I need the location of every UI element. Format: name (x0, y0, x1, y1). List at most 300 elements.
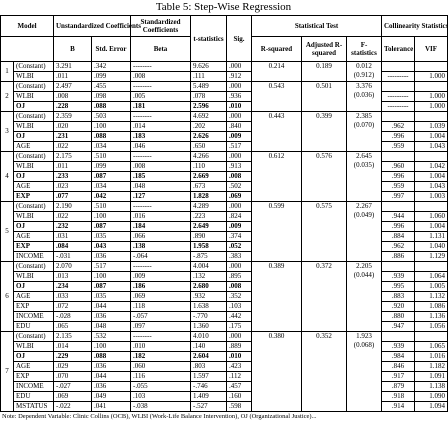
coef-beta: .182 (131, 352, 191, 362)
sig-value: .175 (227, 322, 252, 332)
vif-value: 1.182 (415, 362, 448, 372)
coef-std-error: .100 (92, 272, 131, 282)
coef-b: .069 (54, 392, 92, 402)
coef-std-error: .087 (92, 222, 131, 232)
t-statistic: 1.409 (191, 392, 227, 402)
variable-name: INCOME (14, 312, 54, 322)
variable-name: EXP (14, 302, 54, 312)
standardized-header: Standardized Coefficients (131, 16, 191, 37)
adjusted-r-squared-value: 0.352 (302, 332, 347, 412)
t-statistic: 4.004 (191, 262, 227, 272)
coef-std-error: .099 (92, 72, 131, 82)
coef-beta: .066 (131, 232, 191, 242)
tolerance-value: .996 (382, 222, 415, 232)
coef-beta: -.064 (131, 252, 191, 262)
tolerance-value: .984 (382, 352, 415, 362)
sig-value: .598 (227, 402, 252, 412)
variable-name: WLBI (14, 92, 54, 102)
r-squared-value: 0.389 (252, 262, 302, 332)
coef-b: .011 (54, 72, 92, 82)
variable-name: MSTATUS (14, 402, 54, 412)
sig-value: .112 (227, 372, 252, 382)
coef-std-error: .042 (92, 192, 131, 202)
f-statistic-cell (347, 152, 382, 202)
coef-beta: .008 (131, 162, 191, 172)
coef-b: .231 (54, 132, 92, 142)
sig-value: .010 (227, 102, 252, 112)
coef-std-error: .503 (92, 112, 131, 122)
sig-value: .000 (227, 62, 252, 72)
tolerance-value: .886 (382, 252, 415, 262)
coef-beta: -------- (131, 152, 191, 162)
sig-value: .000 (227, 332, 252, 342)
adjusted-r-squared-value: 0.501 (302, 82, 347, 112)
t-statistic: .132 (191, 272, 227, 282)
coef-beta: .186 (131, 282, 191, 292)
r-squared-value: 0.543 (252, 82, 302, 112)
tolerance-value: .960 (382, 162, 415, 172)
coef-beta: .103 (131, 392, 191, 402)
coef-std-error: .044 (92, 372, 131, 382)
vif-value: 1.091 (415, 372, 448, 382)
t-statistic: .890 (191, 232, 227, 242)
variable-name: WLBI (14, 212, 54, 222)
coef-std-error: .043 (92, 242, 131, 252)
sig-value: .824 (227, 212, 252, 222)
vif-value: 1.042 (415, 162, 448, 172)
variable-name: WLBI (14, 272, 54, 282)
vif-value (415, 82, 448, 92)
sig-value: .423 (227, 362, 252, 372)
variable-name: OJ (14, 222, 54, 232)
coef-std-error: .035 (92, 232, 131, 242)
coef-b: .229 (54, 352, 92, 362)
vif-value (415, 202, 448, 212)
t-statistic: 1.958 (191, 242, 227, 252)
t-statistic: 4.692 (191, 112, 227, 122)
model-number: 2 (1, 82, 14, 112)
coef-beta: -.038 (131, 402, 191, 412)
sig-value: .895 (227, 272, 252, 282)
vif-value: 1.016 (415, 352, 448, 362)
tolerance-value: .917 (382, 372, 415, 382)
tolerance-value (382, 62, 415, 72)
t-statistic: .673 (191, 182, 227, 192)
coef-beta: .184 (131, 222, 191, 232)
sig-value: .457 (227, 382, 252, 392)
sig-value: .502 (227, 182, 252, 192)
f-statistic-cell (347, 332, 382, 412)
vif-value: 1.060 (415, 212, 448, 222)
t-statistic: .110 (191, 162, 227, 172)
coef-beta: .118 (131, 302, 191, 312)
table-row (1, 202, 448, 212)
variable-name: OJ (14, 282, 54, 292)
coef-beta: .183 (131, 132, 191, 142)
t-statistic: 2.596 (191, 102, 227, 112)
variable-name: (Constant) (14, 82, 54, 92)
sig-value: .000 (227, 152, 252, 162)
f-statistic-pvalue: (0.049) (353, 211, 375, 219)
tolerance-value: .920 (382, 302, 415, 312)
coef-std-error: .342 (92, 62, 131, 72)
variable-name: OJ (14, 172, 54, 182)
coef-std-error: .510 (92, 202, 131, 212)
sig-value: .840 (227, 122, 252, 132)
variable-name: OJ (14, 132, 54, 142)
adjusted-r-squared-value: 0.576 (302, 152, 347, 202)
variable-name: OJ (14, 102, 54, 112)
coef-std-error: .036 (92, 312, 131, 322)
coef-beta: .008 (131, 72, 191, 82)
sig-value: .160 (227, 392, 252, 402)
coef-b: .013 (54, 272, 92, 282)
vif-value (415, 62, 448, 72)
variable-name: AGE (14, 232, 54, 242)
table-caption: Table 5: Step-Wise Regression (155, 1, 292, 13)
t-statistic: .650 (191, 142, 227, 152)
variable-name: WLBI (14, 122, 54, 132)
coef-beta: .046 (131, 142, 191, 152)
coef-std-error: .088 (92, 102, 131, 112)
sig-value: .442 (227, 312, 252, 322)
variable-name: AGE (14, 292, 54, 302)
vif-value: 1.086 (415, 302, 448, 312)
t-statistics-header: t-statistics (191, 16, 227, 62)
coef-beta: .185 (131, 172, 191, 182)
coef-b: .023 (54, 182, 92, 192)
sig-value: .936 (227, 92, 252, 102)
coef-std-error: .100 (92, 122, 131, 132)
coef-beta: -------- (131, 82, 191, 92)
f-statistic-value: 2.205 (356, 262, 372, 270)
f-statistic-cell (347, 202, 382, 262)
r-squared-value: 0.214 (252, 62, 302, 82)
coef-std-error: .098 (92, 92, 131, 102)
vif-value (415, 112, 448, 122)
vif-value: 1.090 (415, 392, 448, 402)
vif-value: 1.131 (415, 232, 448, 242)
model-number: 4 (1, 152, 14, 202)
t-statistic: 2.604 (191, 352, 227, 362)
t-statistic: 4.266 (191, 152, 227, 162)
vif-value: 1.004 (415, 172, 448, 182)
variable-name: OJ (14, 352, 54, 362)
variable-name: (Constant) (14, 112, 54, 122)
coef-b: 2.135 (54, 332, 92, 342)
table-note: Note: Dependent Variable: Clinic Collins (OCB), WLBI (Work-Life Balance Intervention), OJ (Organizational Justice)... (2, 413, 317, 420)
sig-header: Sig. (227, 16, 252, 62)
variable-name: (Constant) (14, 62, 54, 72)
table-row (1, 332, 448, 342)
tolerance-value: .879 (382, 382, 415, 392)
f-statistic-cell (347, 112, 382, 152)
coef-b: 3.291 (54, 62, 92, 72)
coef-b: .072 (54, 302, 92, 312)
t-statistic: -.770 (191, 312, 227, 322)
f-statistic-pvalue: (0.036) (353, 91, 375, 99)
vif-value: 1.043 (415, 182, 448, 192)
table-row (1, 262, 448, 272)
coef-b: .065 (54, 322, 92, 332)
coef-b: 2.359 (54, 112, 92, 122)
r-squared-value: 0.443 (252, 112, 302, 152)
adjusted-r-squared-value: 0.189 (302, 62, 347, 82)
coef-b: .077 (54, 192, 92, 202)
coef-std-error: .048 (92, 322, 131, 332)
variable-name: AGE (14, 142, 54, 152)
model-number: 5 (1, 202, 14, 262)
t-statistic: 2.626 (191, 132, 227, 142)
tolerance-value: .944 (382, 212, 415, 222)
tolerance-value: --------- (382, 72, 415, 82)
variable-name: (Constant) (14, 152, 54, 162)
variable-name: INCOME (14, 252, 54, 262)
table-row (1, 152, 448, 162)
t-statistic: -.746 (191, 382, 227, 392)
coef-beta: -------- (131, 112, 191, 122)
coef-b: 2.175 (54, 152, 92, 162)
coef-beta: .116 (131, 372, 191, 382)
unstandardized-header: Unstandardized Coefficients (54, 16, 131, 37)
model-number: 3 (1, 112, 14, 152)
model-subheader-blank (1, 37, 54, 62)
vif-value: 1.043 (415, 142, 448, 152)
coef-b: .011 (54, 162, 92, 172)
variable-name: (Constant) (14, 202, 54, 212)
tolerance-value: .995 (382, 282, 415, 292)
coef-std-error: .510 (92, 152, 131, 162)
table-row (1, 62, 448, 72)
model-number: 6 (1, 262, 14, 332)
tolerance-value: .939 (382, 342, 415, 352)
vif-value: 1.065 (415, 342, 448, 352)
coef-b: .014 (54, 342, 92, 352)
coef-std-error: .044 (92, 302, 131, 312)
r-squared-value: 0.599 (252, 202, 302, 262)
coef-beta: -------- (131, 202, 191, 212)
coef-std-error: .034 (92, 182, 131, 192)
vif-value: 1.005 (415, 282, 448, 292)
t-statistic: 1.360 (191, 322, 227, 332)
tolerance-value (382, 82, 415, 92)
sig-value: .517 (227, 142, 252, 152)
sig-value: .009 (227, 222, 252, 232)
variable-name: WLBI (14, 72, 54, 82)
variable-name: (Constant) (14, 332, 54, 342)
coef-beta: .127 (131, 192, 191, 202)
coef-beta: .097 (131, 322, 191, 332)
coef-beta: .005 (131, 92, 191, 102)
vif-value: 1.000 (415, 92, 448, 102)
coef-b: 2.497 (54, 82, 92, 92)
t-statistic: .932 (191, 292, 227, 302)
coef-b: .020 (54, 122, 92, 132)
variable-name: (Constant) (14, 262, 54, 272)
coef-b: -.028 (54, 312, 92, 322)
coef-std-error: .532 (92, 332, 131, 342)
variable-name: EXP (14, 372, 54, 382)
sig-value: .383 (227, 252, 252, 262)
tolerance-value: .884 (382, 232, 415, 242)
sig-value: .000 (227, 202, 252, 212)
adjusted-r-squared-value: 0.575 (302, 202, 347, 262)
coef-b: .228 (54, 102, 92, 112)
t-statistic: .140 (191, 342, 227, 352)
tolerance-value: .918 (382, 392, 415, 402)
f-statistic-value: 1.923 (356, 332, 372, 340)
r-squared-value: 0.380 (252, 332, 302, 412)
sig-value: .000 (227, 112, 252, 122)
variable-name: WLBI (14, 342, 54, 352)
sig-value: .913 (227, 162, 252, 172)
coef-b: .022 (54, 142, 92, 152)
f-statistic-pvalue: (0.044) (353, 271, 375, 279)
t-statistic: 1.597 (191, 372, 227, 382)
vif-value: 1.129 (415, 252, 448, 262)
coef-beta: -------- (131, 62, 191, 72)
vif-value: 1.064 (415, 272, 448, 282)
beta-header: Beta (131, 37, 191, 62)
tolerance-value: .962 (382, 122, 415, 132)
variable-name: EXP (14, 192, 54, 202)
f-statistic-value: 0.012 (356, 62, 372, 70)
variable-name: AGE (14, 362, 54, 372)
regression-table (0, 15, 448, 412)
coef-b: .084 (54, 242, 92, 252)
std-error-header: Std. Error (92, 37, 131, 62)
coef-std-error: .517 (92, 262, 131, 272)
t-statistic: -.875 (191, 252, 227, 262)
vif-value: 1.000 (415, 102, 448, 112)
coef-beta: -.055 (131, 382, 191, 392)
t-statistic: .803 (191, 362, 227, 372)
coef-beta: .010 (131, 342, 191, 352)
sig-value: .010 (227, 352, 252, 362)
coef-beta: -------- (131, 332, 191, 342)
tolerance-value (382, 152, 415, 162)
t-statistic: -.527 (191, 402, 227, 412)
tolerance-value (382, 202, 415, 212)
coef-std-error: .034 (92, 142, 131, 152)
variable-name: WLBI (14, 162, 54, 172)
coef-std-error: .087 (92, 282, 131, 292)
t-statistic: .078 (191, 92, 227, 102)
tolerance-value: .959 (382, 142, 415, 152)
model-header: Model (1, 16, 54, 37)
tolerance-value: .996 (382, 132, 415, 142)
sig-value: .000 (227, 262, 252, 272)
vif-value: 1.000 (415, 72, 448, 82)
coef-b: -.022 (54, 402, 92, 412)
t-statistic: .202 (191, 122, 227, 132)
vif-value: 1.132 (415, 292, 448, 302)
coef-b: .029 (54, 362, 92, 372)
sig-value: .352 (227, 292, 252, 302)
t-statistic: 1.638 (191, 302, 227, 312)
model-number: 7 (1, 332, 14, 412)
tolerance-value: .914 (382, 402, 415, 412)
tolerance-header: Tolerance (382, 37, 415, 62)
vif-value: 1.094 (415, 402, 448, 412)
b-header: B (54, 37, 92, 62)
coef-b: .234 (54, 282, 92, 292)
coef-std-error: .041 (92, 402, 131, 412)
f-statistic-pvalue: (0.070) (353, 121, 375, 129)
vif-value (415, 332, 448, 342)
coef-b: .008 (54, 92, 92, 102)
sig-value: .889 (227, 342, 252, 352)
sig-value: .052 (227, 242, 252, 252)
f-statistic-pvalue: (0.068) (353, 341, 375, 349)
f-statistic-value: 2.385 (356, 112, 372, 120)
t-statistic: 2.669 (191, 172, 227, 182)
t-statistic: 5.489 (191, 82, 227, 92)
coef-std-error: .036 (92, 362, 131, 372)
vif-value: 1.004 (415, 132, 448, 142)
coef-std-error: .099 (92, 162, 131, 172)
f-statistic-cell (347, 82, 382, 112)
tolerance-value: .996 (382, 172, 415, 182)
f-statistic-value: 2.645 (356, 152, 372, 160)
tolerance-value: .846 (382, 362, 415, 372)
coef-std-error: .036 (92, 382, 131, 392)
coef-b: .070 (54, 372, 92, 382)
coef-b: .022 (54, 212, 92, 222)
vif-value: 1.040 (415, 242, 448, 252)
variable-name: EXP (14, 242, 54, 252)
coef-b: -.031 (54, 252, 92, 262)
coef-std-error: .088 (92, 352, 131, 362)
vif-value: 1.039 (415, 122, 448, 132)
sig-value: .374 (227, 232, 252, 242)
coef-std-error: .100 (92, 342, 131, 352)
coef-std-error: .036 (92, 252, 131, 262)
f-statistic-value: 2.267 (356, 202, 372, 210)
tolerance-value: .947 (382, 322, 415, 332)
f-statistic-pvalue: (0.035) (353, 161, 375, 169)
t-statistic: 4.289 (191, 202, 227, 212)
coef-beta: .016 (131, 212, 191, 222)
sig-value: .008 (227, 282, 252, 292)
coef-b: -.027 (54, 382, 92, 392)
f-statistic-value: 3.376 (356, 82, 372, 90)
coef-beta: -.057 (131, 312, 191, 322)
coef-beta: .181 (131, 102, 191, 112)
f-statistic-cell (347, 262, 382, 332)
tolerance-value: --------- (382, 92, 415, 102)
adjusted-r-squared-header: Adjusted R-squared (302, 37, 347, 62)
coef-b: .033 (54, 292, 92, 302)
coef-beta: -------- (131, 262, 191, 272)
sig-value: .069 (227, 192, 252, 202)
variable-name: INCOME (14, 382, 54, 392)
tolerance-value: .883 (382, 292, 415, 302)
vif-header: VIF (415, 37, 448, 62)
f-statistic-cell (347, 62, 382, 82)
sig-value: .008 (227, 172, 252, 182)
tolerance-value: --------- (382, 102, 415, 112)
t-statistic: 2.649 (191, 222, 227, 232)
vif-value (415, 262, 448, 272)
table-body (1, 62, 448, 412)
tolerance-value: .962 (382, 242, 415, 252)
vif-value: 1.138 (415, 382, 448, 392)
coef-b: .233 (54, 172, 92, 182)
tolerance-value: .959 (382, 182, 415, 192)
coef-beta: .014 (131, 122, 191, 132)
tolerance-value: .997 (382, 192, 415, 202)
